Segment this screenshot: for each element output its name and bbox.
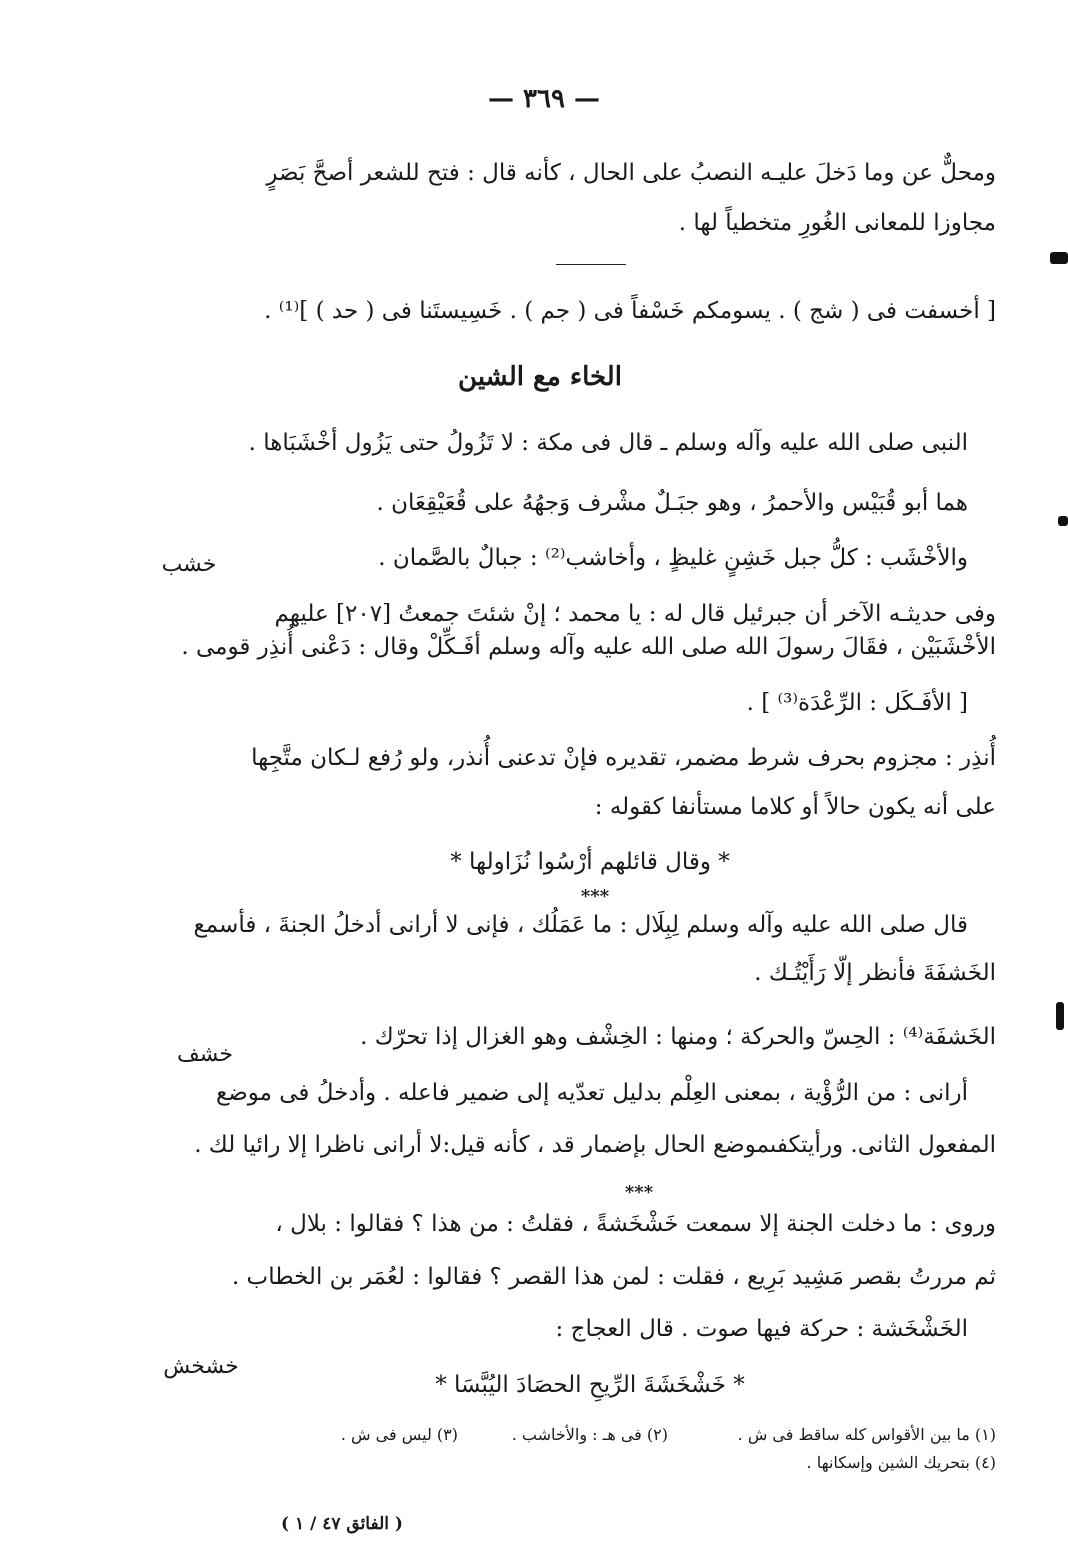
verse-line-2: * خَشْخَشَةَ الرِّيحِ الحصَادَ اليُبَّسَا * <box>435 1372 745 1398</box>
verse-line-1: * وقال قائلهم أرْسُوا نُزَاولها * <box>450 849 730 875</box>
text-line-6: والأخْشَب : كلُّ جبل خَشِنٍ غليظٍ ، وأخاشب⁽²⁾ : جبالٌ بالصَّمان . <box>378 545 968 571</box>
text-line-1: ومحلٌّ عن وما دَخلَ عليـه النصبُ على الحال ، كأنه قال : فتح للشعر أصحَّ بَصَرٍ <box>266 160 996 186</box>
margin-root-khashaf: خشف <box>177 1042 233 1067</box>
signature-mark: ( الفائق ٤٧ / ١ ) <box>281 1514 403 1534</box>
text-line-19: ثم مررتُ بقصر مَشِيد بَرِيع ، فقلت : لمن هذا القصر ؟ فقالوا : لعُمَر بن الخطاب . <box>231 1264 996 1290</box>
scan-edge-mark <box>1050 252 1068 264</box>
separator-rule <box>556 264 626 265</box>
section-stars-2: *** <box>624 1182 654 1203</box>
text-line-17: المفعول الثانى. ورأيتكفىموضع الحال بإضمار قد ، كأنه قيل:لا أرانى ناظرا إلا رائيا لك . <box>194 1132 996 1158</box>
section-stars-1: *** <box>580 886 610 907</box>
text-line-15: الخَشفَة⁽⁴⁾ : الحِسّ والحركة ؛ ومنها : الخِشْف وهو الغزال إذا تحرّك . <box>360 1024 996 1050</box>
footnote-4: (٤) بتحريك الشين وإسكانها . <box>806 1453 996 1472</box>
section-heading: الخاء مع الشين <box>458 362 622 392</box>
text-line-8: الأخْشَبَيْن ، فقَالَ رسولَ الله صلى الله عليه وآله وسلم أفَـكِّلْ وقال : دَعْنى أُنذِر قومى . <box>181 634 996 660</box>
footnote-1: (١) ما بين الأقواس كله ساقط فى ش . <box>737 1425 996 1444</box>
text-line-16: أرانى : من الرُّؤْية ، بمعنى العِلْم بدليل تعدّيه إلى ضمير فاعله . وأدخلُ فى موضع <box>215 1080 968 1106</box>
page-number: — ٣٦٩ — <box>487 84 601 114</box>
text-line-10: أُنذِر : مجزوم بحرف شرط مضمر، تقديره فإنْ تدعنى أُنذر، ولو رُفع لـكان متَّجِها <box>251 745 996 771</box>
text-line-20: الخَشْخَشة : حركة فيها صوت . قال العجاج : <box>555 1316 968 1342</box>
cross-reference-line: [ أخسفت فى ( شج ) . يسومكم خَسْفاً فى ( جم ) . خَسِيستَنا فى ( حد ) ]⁽¹⁾ . <box>264 298 996 324</box>
text-line-14: الخَشفَةَ فأنظر إلّا رَأَيْتُـك . <box>754 960 996 986</box>
text-line-13: قال صلى الله عليه وآله وسلم لِبِلَال : ما عَمَلُك ، فإنى لا أرانى أدخلُ الجنةَ ، فأسمع <box>193 912 968 938</box>
scan-edge-mark <box>1056 1002 1064 1030</box>
margin-root-khashab: خشب <box>161 552 217 577</box>
text-line-18: وروى : ما دخلت الجنة إلا سمعت خَشْخَشةً ، فقلتُ : من هذا ؟ فقالوا : بلال ، <box>275 1211 996 1237</box>
text-line-4: النبى صلى الله عليه وآله وسلم ـ قال فى مكة : لا تَزُولُ حتى يَزُول أخْشَبَاها . <box>248 430 968 456</box>
footnote-2: (٢) فى هـ : والأخاشب . <box>511 1425 668 1444</box>
text-line-2: مجاوزا للمعانى الغُورِ متخطياً لها . <box>678 210 996 236</box>
text-line-9: [ الأفَـكَل : الرِّعْدَة⁽³⁾ ] . <box>746 690 968 716</box>
text-line-5: هما أبو قُبَيْس والأحمرُ ، وهو جبَـلٌ مشْرف وَجهُهُ على قُعَيْقِعَان . <box>376 490 968 516</box>
text-line-11: على أنه يكون حالاً أو كلاما مستأنفا كقوله : <box>594 794 996 820</box>
footnote-3: (٣) ليس فى ش . <box>340 1425 458 1444</box>
margin-root-khashkhash: خشخش <box>163 1354 239 1379</box>
text-line-7: وفى حديثـه الآخر أن جبرئيل قال له : يا محمد ؛ إنْ شئتَ جمعتُ [٢٠٧] عليهم <box>274 601 996 627</box>
scan-edge-mark <box>1058 516 1068 526</box>
